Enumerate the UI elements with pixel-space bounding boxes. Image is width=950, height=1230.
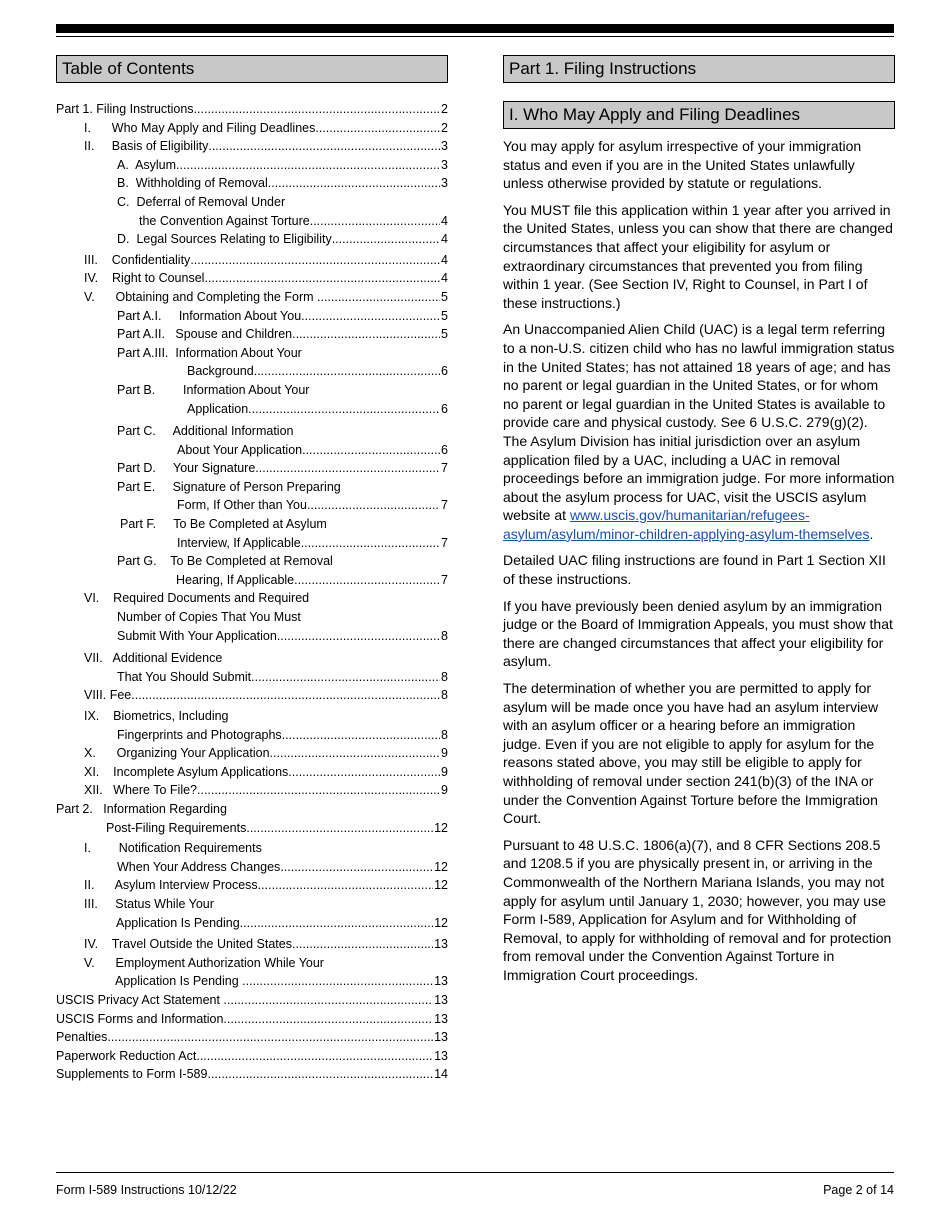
toc-entry-title: V. Obtaining and Completing the Form: [84, 289, 317, 304]
toc-entry[interactable]: [56, 288, 448, 307]
toc-entry-title: Part E. Signature of Person Preparing: [117, 479, 341, 494]
toc-entry-title: I. Notification Requirements: [84, 841, 262, 856]
toc-entry[interactable]: [56, 649, 448, 668]
toc-entry-title: D. Legal Sources Relating to Eligibility: [117, 232, 332, 247]
toc-entry-page: 9: [441, 783, 448, 798]
toc-entry[interactable]: [56, 400, 448, 419]
toc-entry-title: Application Is Pending: [116, 915, 240, 930]
toc-entry-title: Form, If Other than You: [177, 498, 307, 513]
toc-entry[interactable]: [56, 100, 448, 119]
toc-entry-title: Hearing, If Applicable: [176, 572, 295, 587]
paragraph-uac-instructions: Detailed UAC filing instructions are found in Part 1 Section XII of these instructions.: [503, 552, 886, 588]
toc-entry[interactable]: [56, 972, 448, 991]
toc-entry[interactable]: [56, 251, 448, 270]
toc-entry-title: X. Organizing Your Application: [84, 746, 270, 761]
toc-entry[interactable]: [56, 895, 448, 914]
toc-entry[interactable]: [56, 608, 448, 627]
toc-entry[interactable]: [56, 839, 448, 858]
toc-entry[interactable]: [56, 1010, 448, 1029]
toc-entry-title: VI. Required Documents and Required: [84, 591, 310, 606]
toc-dot-leader: [255, 459, 440, 478]
toc-dot-leader: [301, 307, 440, 326]
toc-entry-page: 3: [441, 139, 448, 154]
toc-entry-title: Penalties: [56, 1030, 108, 1045]
toc-entry-title: IX. Biometrics, Including: [84, 709, 229, 723]
toc-entry-page: 6: [441, 364, 448, 379]
toc-entry-page: 12: [434, 859, 448, 874]
toc-entry-title: About Your Application: [177, 442, 303, 457]
toc-entry-page: 12: [434, 878, 448, 893]
toc-entry-title: XII. Where To File?: [84, 783, 198, 798]
toc-entry[interactable]: [56, 1047, 448, 1066]
toc-heading: Table of Contents: [56, 55, 448, 83]
toc-dot-leader: [190, 251, 440, 270]
toc-entry[interactable]: [56, 137, 448, 156]
toc-entry[interactable]: [56, 515, 448, 534]
toc-dot-leader: [288, 763, 440, 782]
toc-dot-leader: [248, 400, 440, 419]
toc-entry-page: 4: [441, 232, 448, 247]
toc-dot-leader: [194, 100, 440, 119]
toc-dot-leader: [317, 288, 440, 307]
toc-entry-title: Part A.I. Information About You: [117, 308, 302, 323]
toc-entry-page: 8: [441, 688, 448, 703]
toc-dot-leader: [197, 781, 440, 800]
toc-entry-title: the Convention Against Torture: [139, 213, 310, 228]
toc-entry[interactable]: [56, 781, 448, 800]
toc-entry-page: 12: [434, 820, 448, 835]
toc-entry[interactable]: [56, 441, 448, 460]
toc-entry-page: 13: [434, 937, 448, 952]
paragraph-deadline: You MUST file this application within 1 year after you arrived in the United States, unless you can show that there are changed circumstances that affect your eligibility for asylum or extraordinary circumstances that prevented you from filing within 1 year. (See Section IV, Right to Counsel, in Part I of these instructions.): [503, 201, 893, 311]
toc-entry-title: III. Confidentiality: [84, 252, 191, 267]
toc-entry[interactable]: [56, 1065, 448, 1084]
toc-entry-page: 2: [441, 120, 448, 135]
toc-dot-leader: [302, 441, 440, 460]
toc-dot-leader: [301, 534, 440, 553]
toc-entry-title: Part 2. Information Regarding: [56, 801, 227, 816]
toc-entry[interactable]: [56, 589, 448, 608]
toc-entry-page: 13: [434, 1011, 448, 1026]
toc-entry[interactable]: [56, 344, 448, 363]
paragraph-determination: The determination of whether you are permitted to apply for asylum will be made once you have had an asylum interview with an asylum officer or a hearing before an immigration judge. Even if you are not eligible to apply for asylum for the reasons stated above, you may still be eligible to apply for withholding of removal under section 241(b)(3) of the INA or under the Convention Against Torture before the Immigration Court.: [503, 680, 879, 827]
toc-entry-title: Part A.II. Spouse and Children: [117, 327, 293, 342]
toc-entry[interactable]: [56, 800, 448, 819]
footer-page-number: Page 2 of 14: [823, 1183, 894, 1197]
toc-entry-page: 7: [441, 461, 448, 476]
toc-dot-leader: [277, 627, 440, 646]
toc-dot-leader: [310, 212, 440, 231]
toc-entry-title: B. Withholding of Removal: [117, 176, 268, 191]
toc-entry[interactable]: [56, 668, 448, 687]
paragraph-eligibility: You may apply for asylum irrespective of your immigration status and even if you are in the United States unlawfully unless otherwise provided by statute or regulations.: [503, 138, 862, 192]
toc-entry-title: II. Basis of Eligibility: [84, 139, 209, 154]
toc-entry[interactable]: [56, 422, 448, 441]
toc-entry-page: 13: [434, 992, 448, 1007]
toc-entry[interactable]: [56, 381, 448, 400]
toc-dot-leader: [131, 686, 440, 705]
toc-entry-title: V. Employment Authorization While Your: [84, 955, 324, 970]
toc-entry[interactable]: [56, 935, 448, 954]
toc-entry[interactable]: [56, 362, 448, 381]
toc-entry-title: Fingerprints and Photographs: [117, 727, 282, 742]
toc-entry-title: II. Asylum Interview Process: [84, 878, 258, 893]
toc-entry[interactable]: [56, 156, 448, 175]
toc-entry[interactable]: [56, 459, 448, 478]
toc-entry[interactable]: [56, 858, 448, 877]
toc-entry-title: Background: [187, 364, 254, 379]
toc-entry[interactable]: [56, 269, 448, 288]
toc-dot-leader: [207, 1065, 433, 1084]
toc-entry-page: 13: [434, 1030, 448, 1045]
toc-entry-title: III. Status While Your: [84, 896, 214, 911]
toc-entry-title: Part C. Additional Information: [117, 424, 294, 439]
toc-dot-leader: [315, 119, 440, 138]
filing-instructions: [503, 55, 895, 985]
toc-entry-title: Part 1. Filing Instructions: [56, 102, 194, 116]
toc-entry-title: IV. Travel Outside the United States: [84, 937, 292, 952]
toc-entry[interactable]: [56, 534, 448, 553]
toc-entry-page: 13: [434, 1048, 448, 1063]
toc-entry[interactable]: [56, 914, 448, 933]
toc-dot-leader: [208, 137, 440, 156]
toc-entry[interactable]: [56, 174, 448, 193]
toc-dot-leader: [196, 1047, 433, 1066]
toc-entry[interactable]: [56, 819, 448, 838]
toc-dot-leader: [246, 819, 433, 838]
paragraph-cnmi: Pursuant to 48 U.S.C. 1806(a)(7), and 8 CFR Sections 208.5 and 1208.5 if you are physically present in, or arriving in the Commonwealth of the Northern Mariana Islands, you may not apply for asylum until January 1, 2030; however, you may use Form I-589, Application for Asylum and for Withholding of Removal, to apply for withholding of removal and for protection from removal under the Convention Against Torture in Immigration Court proceedings.: [503, 836, 892, 983]
toc-entry[interactable]: [56, 686, 448, 705]
toc-dot-leader: [251, 668, 440, 687]
toc-entry-page: 4: [441, 213, 448, 228]
toc-entry-title: USCIS Forms and Information: [56, 1011, 224, 1026]
toc-entry-page: 4: [441, 271, 448, 286]
toc-entry-title: USCIS Privacy Act Statement: [56, 992, 224, 1007]
toc-entry-page: 3: [441, 176, 448, 191]
toc-dot-leader: [292, 935, 433, 954]
toc-dot-leader: [107, 1028, 433, 1047]
toc-entry-page: 9: [441, 746, 448, 761]
toc-entry-page: 5: [441, 308, 448, 323]
toc-dot-leader: [280, 858, 433, 877]
toc-entry[interactable]: [56, 307, 448, 326]
uac-text: An Unaccompanied Alien Child (UAC) is a legal term referring to a non-U.S. citizen child who has no lawful immigration status in the United States; has not attained 18 years of age; and has no parent or legal guardian in the United States, or for whom no parent or legal guardian in the United States is available to provide care and physical custody. See 6 U.S.C. 279(g)(2). The Asylum Division has initial jurisdiction over an asylum application filed by a UAC, including a UAC in removal proceedings before an immigration judge. For more information about the asylum process for UAC, visit the USCIS asylum website at: [503, 321, 895, 524]
toc-entry-title: Part B. Information About Your: [117, 382, 310, 397]
toc-entry-title: When Your Address Changes: [117, 859, 281, 874]
toc-entry-page: 6: [441, 401, 448, 416]
toc-entry-page: 7: [441, 572, 448, 587]
paragraph-previously-denied: If you have previously been denied asylum by an immigration judge or the Board of Immigration Appeals, you must show that there are changed circumstances that affect your eligibility for asylum.: [503, 597, 893, 670]
toc-entry[interactable]: [56, 552, 448, 571]
toc-dot-leader: [223, 1010, 433, 1029]
footer-rule: [56, 1172, 894, 1173]
toc-dot-leader: [292, 325, 440, 344]
toc-entry-title: Interview, If Applicable: [177, 535, 301, 550]
toc-entry-page: 7: [441, 498, 448, 513]
toc-dot-leader: [258, 876, 433, 895]
toc-dot-leader: [176, 156, 440, 175]
toc-entry-title: XI. Incomplete Asylum Applications: [84, 764, 289, 779]
toc-entry[interactable]: [56, 627, 448, 646]
toc-entry-page: 14: [434, 1067, 448, 1082]
toc-entry-page: 8: [441, 669, 448, 684]
toc-dot-leader: [240, 914, 433, 933]
toc-entry-title: Number of Copies That You Must: [117, 610, 301, 625]
toc-entry-page: 3: [441, 157, 448, 172]
top-rule-thick: [56, 24, 894, 33]
toc-entry[interactable]: [56, 478, 448, 497]
toc-entry-title: Supplements to Form I-589: [56, 1067, 208, 1082]
footer-form-id: Form I-589 Instructions 10/12/22: [56, 1183, 237, 1197]
toc-entry-title: Application Is Pending: [115, 974, 243, 989]
toc-entry-page: 5: [441, 327, 448, 342]
toc-entry[interactable]: [56, 230, 448, 249]
paragraph-uac: [503, 320, 895, 543]
toc-entry-title: That You Should Submit: [117, 669, 252, 684]
toc-entry[interactable]: [56, 193, 448, 212]
toc-dot-leader: [254, 362, 440, 381]
toc-entry[interactable]: [56, 954, 448, 973]
toc-dot-leader: [270, 744, 441, 763]
toc-entry-page: 5: [441, 289, 448, 304]
toc-entry-page: 2: [441, 102, 448, 116]
toc-entry-title: Post-Filing Requirements: [106, 820, 247, 835]
toc-entry-title: IV. Right to Counsel: [84, 271, 205, 286]
toc-entry[interactable]: [56, 991, 448, 1010]
toc-entry-title: Part G. To Be Completed at Removal: [117, 554, 333, 569]
toc-dot-leader: [332, 230, 440, 249]
part-heading: Part 1. Filing Instructions: [503, 55, 895, 83]
toc-entry[interactable]: [56, 212, 448, 231]
uscis-asylum-link[interactable]: www.uscis.gov/humanitarian/refugees-asylum/asylum/minor-children-applying-asylum-themselves: [503, 507, 870, 542]
toc-entry[interactable]: [56, 876, 448, 895]
top-rule-thin: [56, 36, 894, 37]
toc-entry[interactable]: [56, 496, 448, 515]
toc-entry-title: Part A.III. Information About Your: [117, 345, 302, 360]
toc-entry-page: 9: [441, 764, 448, 779]
toc-dot-leader: [282, 726, 440, 745]
table-of-contents: [56, 55, 448, 1084]
toc-entry-title: VII. Additional Evidence: [84, 651, 223, 666]
toc-dot-leader: [294, 571, 440, 590]
toc-entry-page: 6: [441, 442, 448, 457]
toc-entry[interactable]: [56, 1028, 448, 1047]
toc-entry-page: 8: [441, 628, 448, 643]
toc-entry[interactable]: [56, 707, 448, 726]
toc-entry[interactable]: [56, 325, 448, 344]
toc-dot-leader: [268, 174, 440, 193]
toc-entry[interactable]: [56, 726, 448, 745]
toc-entry-page: 8: [441, 727, 448, 742]
instructions-body: [503, 137, 895, 985]
toc-entry-title: VIII. Fee: [84, 688, 132, 703]
toc-entry-title: Submit With Your Application: [117, 628, 277, 643]
toc-entry-title: I. Who May Apply and Filing Deadlines: [84, 120, 316, 135]
uac-end: .: [869, 525, 874, 542]
toc-entry-title: Paperwork Reduction Act: [56, 1048, 197, 1063]
section-heading: I. Who May Apply and Filing Deadlines: [503, 101, 895, 129]
toc-entry-page: 7: [441, 535, 448, 550]
toc-list: [56, 100, 448, 1084]
toc-dot-leader: [204, 269, 440, 288]
toc-entry-title: A. Asylum: [117, 157, 177, 172]
toc-entry-page: 4: [441, 252, 448, 267]
toc-entry-title: Part F. To Be Completed at Asylum: [120, 517, 327, 532]
toc-entry-title: Part D. Your Signature: [117, 461, 256, 476]
toc-dot-leader: [223, 991, 433, 1010]
toc-entry-page: 12: [434, 915, 448, 930]
toc-entry[interactable]: [56, 763, 448, 782]
toc-dot-leader: [307, 496, 440, 515]
toc-entry[interactable]: [56, 119, 448, 138]
toc-entry[interactable]: [56, 744, 448, 763]
toc-dot-leader: [242, 972, 433, 991]
toc-entry-title: Application: [187, 401, 249, 416]
toc-entry-page: 13: [434, 974, 448, 989]
toc-entry-title: C. Deferral of Removal Under: [117, 194, 286, 209]
toc-entry[interactable]: [56, 571, 448, 590]
